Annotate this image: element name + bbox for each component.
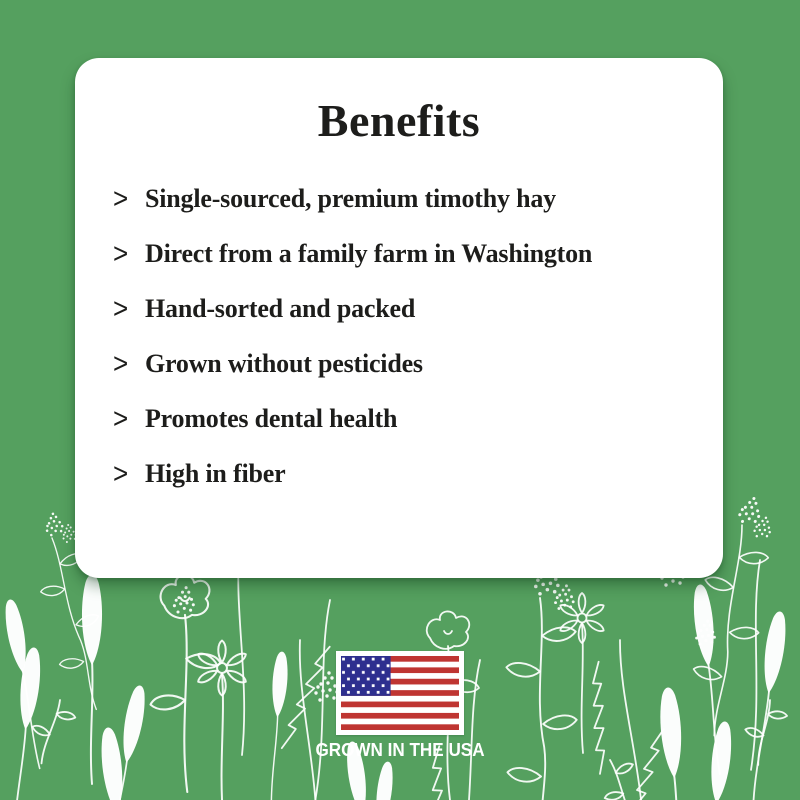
benefit-text: Direct from a family farm in Washington — [145, 238, 593, 268]
benefit-text: High in fiber — [145, 458, 286, 488]
chevron-right-icon: > — [113, 456, 129, 490]
chevron-right-icon: > — [113, 291, 129, 325]
benefits-card — [75, 58, 723, 578]
benefits-list — [113, 171, 699, 501]
grown-in-usa-badge — [0, 651, 800, 761]
benefit-text: Promotes dental health — [145, 403, 398, 433]
benefit-text: Single-sourced, premium timothy hay — [145, 183, 556, 213]
list-item — [113, 171, 699, 226]
grown-in-usa-caption: GROWN IN THE USA — [315, 740, 485, 760]
card-title: Benefits — [317, 95, 481, 146]
chevron-right-icon: > — [113, 181, 129, 215]
chevron-right-icon: > — [113, 401, 129, 435]
benefit-text: Hand-sorted and packed — [145, 293, 416, 323]
us-flag-icon — [336, 651, 464, 735]
list-item — [113, 446, 699, 501]
chevron-right-icon: > — [113, 236, 129, 270]
list-item — [113, 226, 699, 281]
list-item — [113, 391, 699, 446]
list-item — [113, 281, 699, 336]
chevron-right-icon: > — [113, 346, 129, 380]
list-item — [113, 336, 699, 391]
benefit-text: Grown without pesticides — [145, 348, 423, 378]
